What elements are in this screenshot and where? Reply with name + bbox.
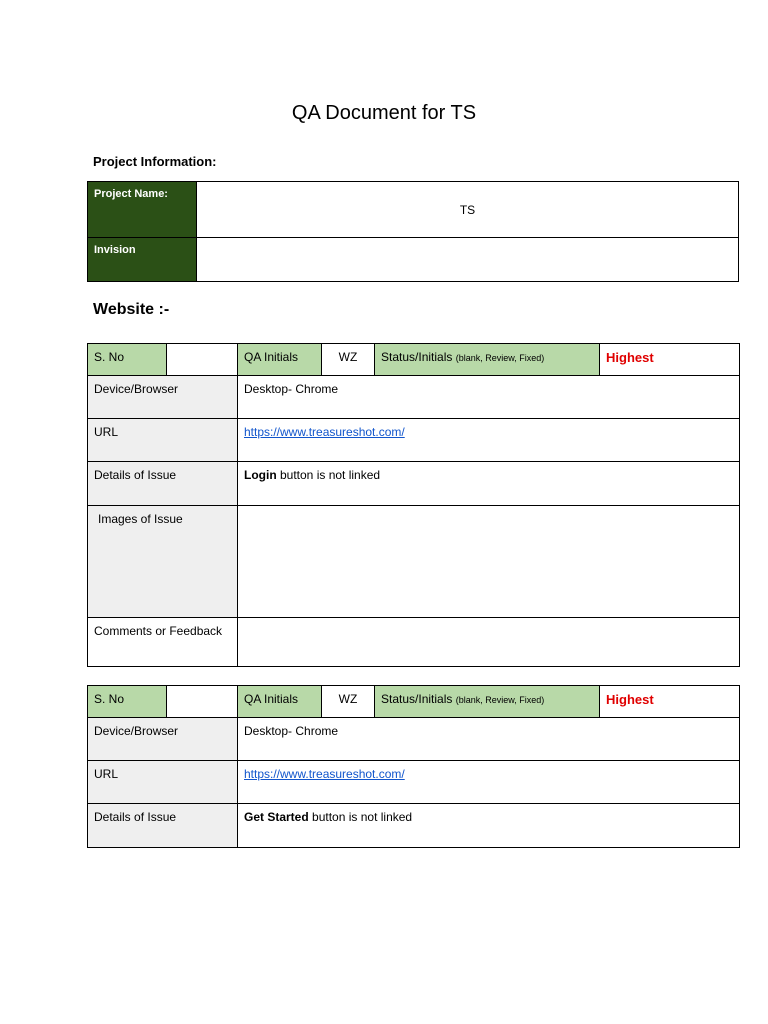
issue-header-row — [88, 344, 740, 376]
priority-cell — [600, 686, 740, 718]
url-cell — [238, 419, 740, 462]
issue-table-1 — [87, 343, 740, 667]
details-row — [88, 462, 740, 506]
sno-label: S. No — [88, 686, 167, 718]
website-heading: Website :- — [93, 301, 170, 318]
document-title: QA Document for TS — [291, 102, 477, 124]
issue-table-2 — [87, 685, 740, 848]
invision-row — [88, 238, 739, 282]
details-label: Details of Issue — [88, 804, 238, 848]
images-row — [88, 506, 740, 618]
comments-label: Comments or Feedback — [88, 618, 238, 667]
details-rest: button is not linked — [308, 810, 413, 824]
qa-initials-value: WZ — [322, 344, 375, 376]
details-value — [238, 462, 740, 506]
priority-value: Highest — [606, 350, 654, 365]
priority-cell — [600, 344, 740, 376]
details-row — [88, 804, 740, 848]
url-link[interactable]: https://www.treasureshot.com/ — [244, 767, 405, 781]
comments-value[interactable] — [238, 618, 740, 667]
comments-row — [88, 618, 740, 667]
issue-header-row — [88, 686, 740, 718]
qa-initials-label: QA Initials — [238, 344, 322, 376]
details-value — [238, 804, 740, 848]
url-row — [88, 761, 740, 804]
device-row — [88, 376, 740, 419]
status-label: Status/Initials — [381, 350, 453, 364]
invision-value — [197, 238, 739, 282]
sno-value — [167, 686, 238, 718]
priority-value: Highest — [606, 692, 654, 707]
sno-label: S. No — [88, 344, 167, 376]
url-row — [88, 419, 740, 462]
project-name-row — [88, 182, 739, 238]
qa-initials-value: WZ — [322, 686, 375, 718]
project-info-table — [87, 181, 739, 282]
details-bold: Login — [244, 468, 277, 482]
images-label: Images of Issue — [88, 506, 238, 618]
invision-label: Invision — [88, 238, 197, 282]
project-info-heading: Project Information: — [93, 154, 217, 169]
project-name-label: Project Name: — [88, 182, 197, 238]
details-label: Details of Issue — [88, 462, 238, 506]
device-value: Desktop- Chrome — [238, 376, 740, 419]
url-label: URL — [88, 761, 238, 804]
url-label: URL — [88, 419, 238, 462]
device-label: Device/Browser — [88, 376, 238, 419]
device-value: Desktop- Chrome — [238, 718, 740, 761]
status-hint: (blank, Review, Fixed) — [455, 353, 545, 363]
device-label: Device/Browser — [88, 718, 238, 761]
project-name-value: TS — [197, 182, 739, 238]
url-link[interactable]: https://www.treasureshot.com/ — [244, 425, 405, 439]
sno-value — [167, 344, 238, 376]
status-label: Status/Initials — [381, 692, 453, 706]
status-label-cell — [375, 344, 600, 376]
details-bold: Get Started — [244, 810, 309, 824]
images-area — [238, 506, 740, 618]
status-label-cell — [375, 686, 600, 718]
url-cell — [238, 761, 740, 804]
qa-initials-label: QA Initials — [238, 686, 322, 718]
status-hint: (blank, Review, Fixed) — [455, 695, 545, 705]
device-row — [88, 718, 740, 761]
details-rest: button is not linked — [276, 468, 381, 482]
